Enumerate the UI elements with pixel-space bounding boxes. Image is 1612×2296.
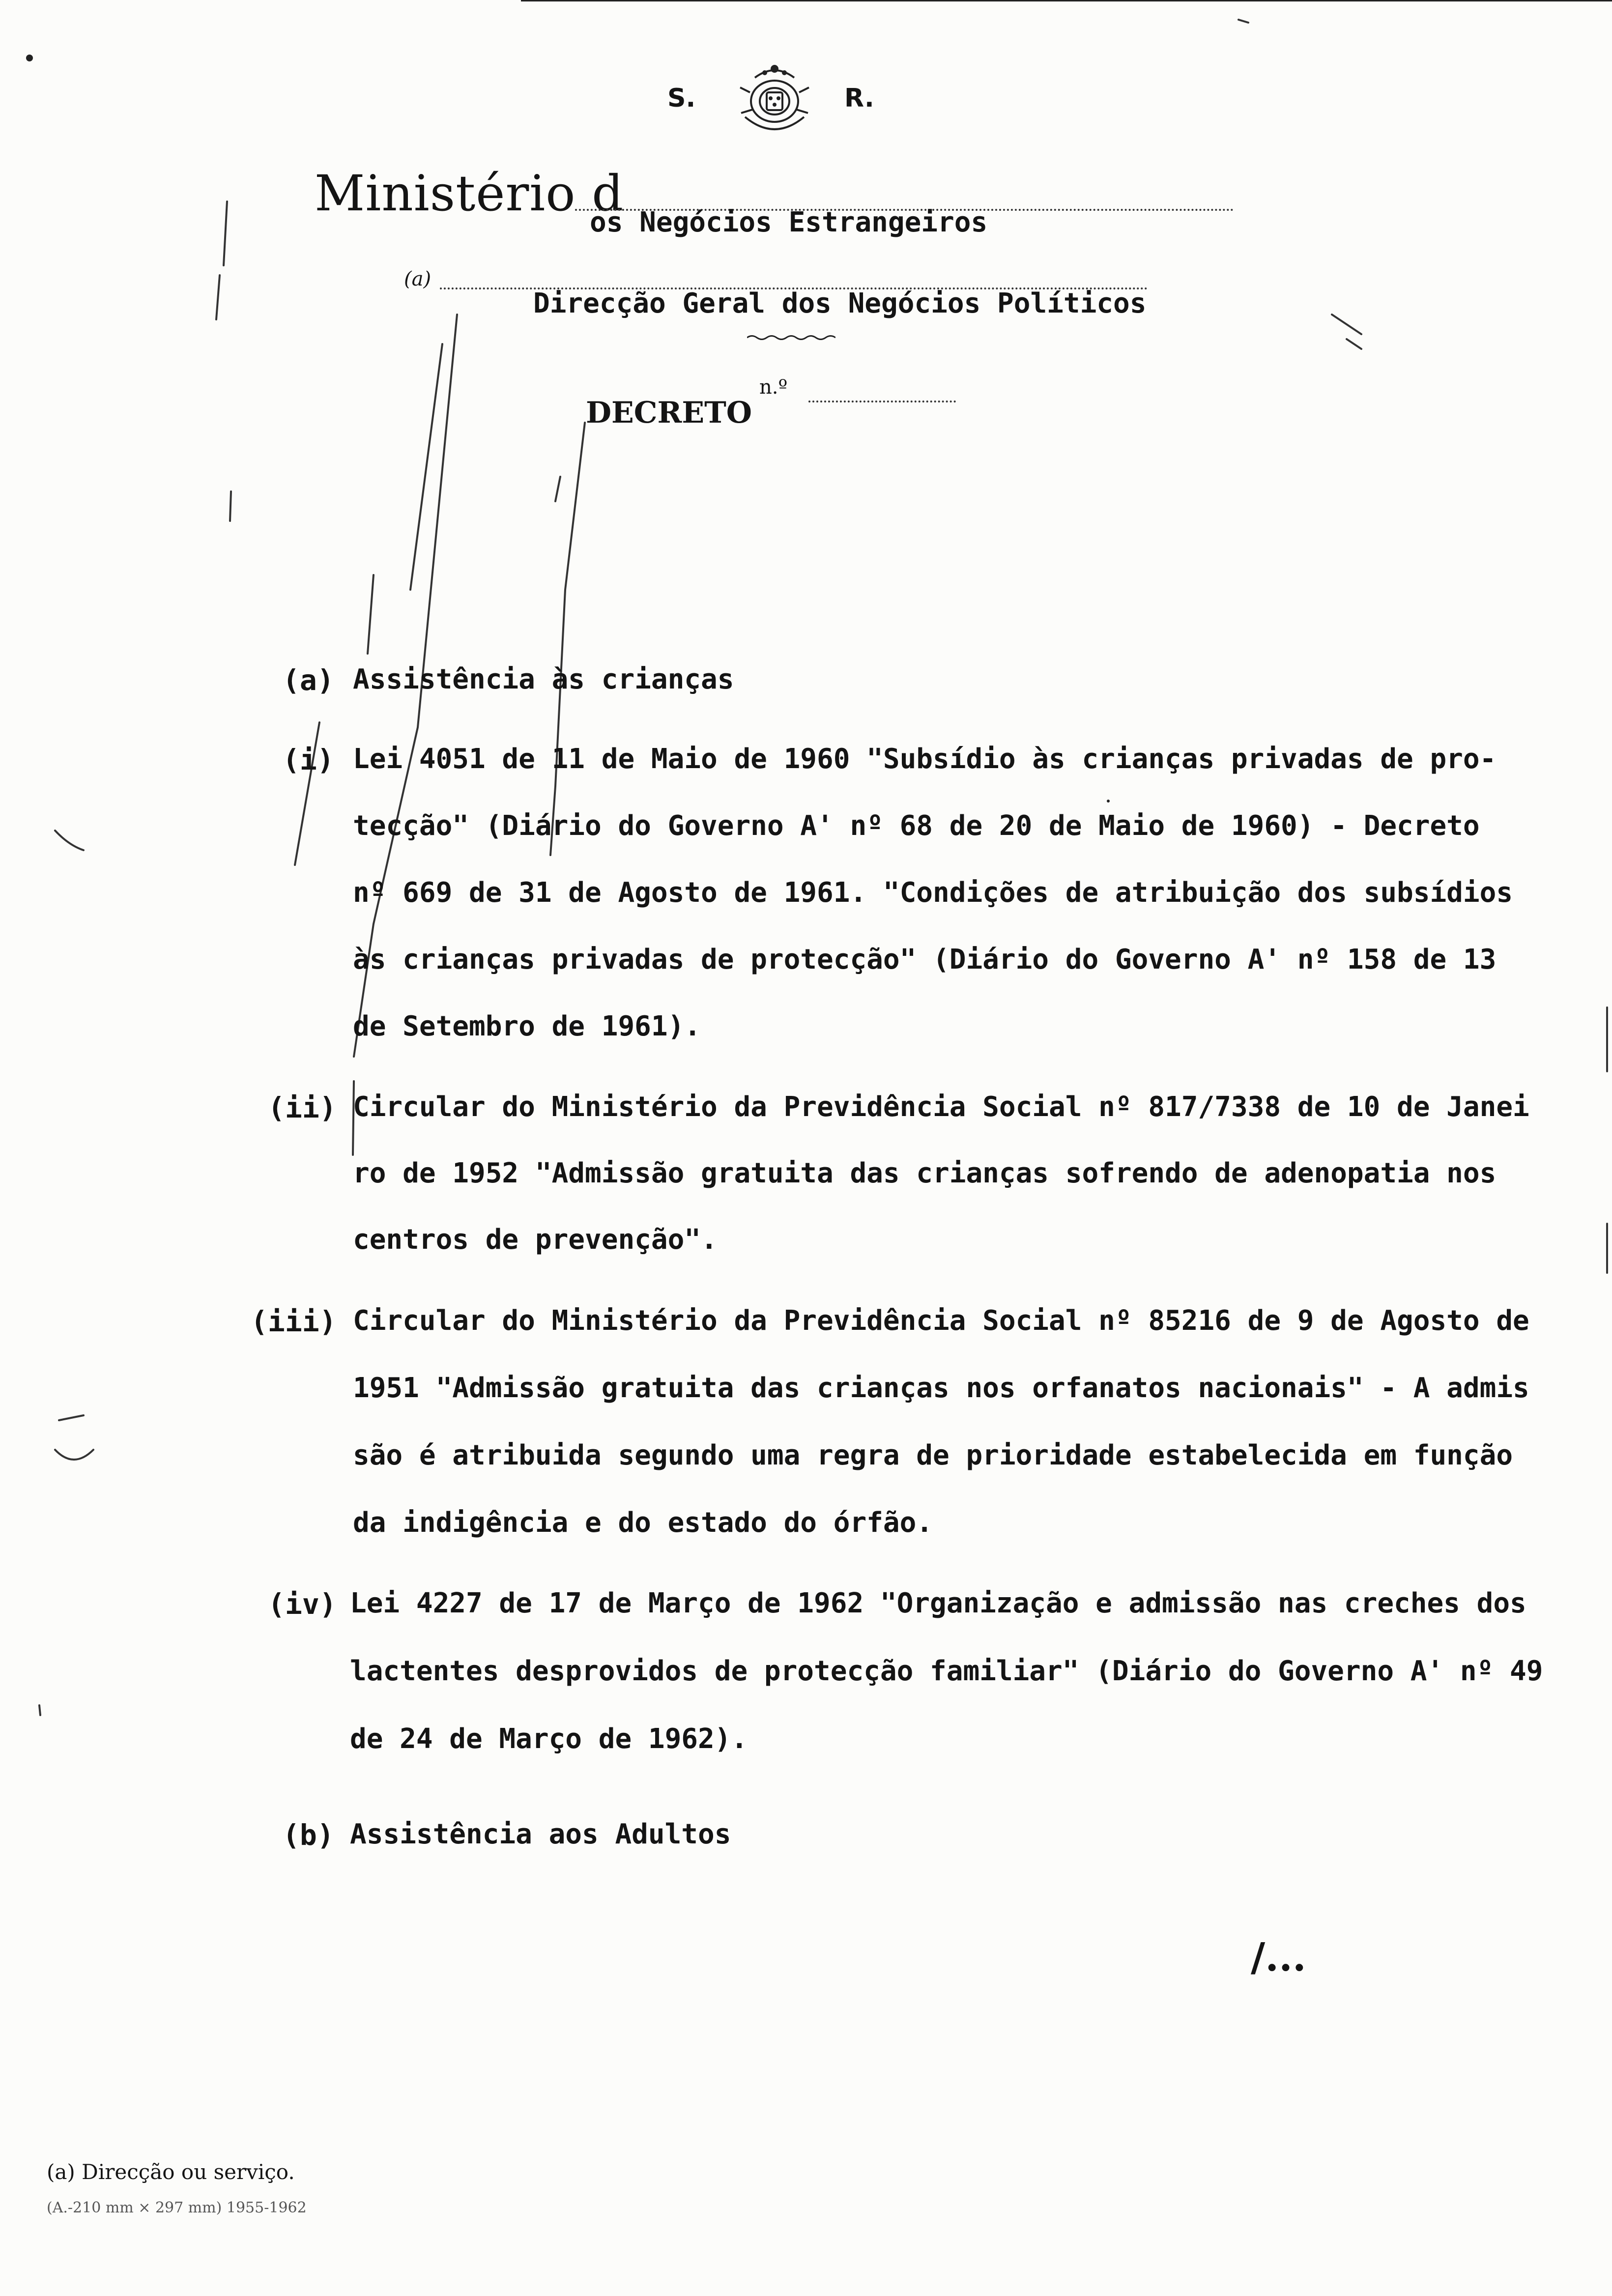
item-ii-line-1: Circular do Ministério da Previdência Social nº 817/7338 de 10 de Janei bbox=[353, 1091, 1529, 1123]
item-iv-line-3: de 24 de Março de 1962). bbox=[350, 1723, 748, 1755]
direction-name: Direcção Geral dos Negócios Políticos bbox=[533, 287, 1147, 319]
continuation-mark: /... bbox=[1251, 1934, 1306, 1980]
item-i-label: (i) bbox=[283, 743, 334, 776]
direction-footnote-mark: (a) bbox=[404, 268, 432, 290]
item-i-line-3: nº 669 de 31 de Agosto de 1961. "Condições de atribuição dos subsídios bbox=[353, 877, 1513, 909]
item-iii-line-2: 1951 "Admissão gratuita das crianças nos orfanatos nacionais" - A admis bbox=[353, 1372, 1529, 1404]
print-code: (A.-210 mm × 297 mm) 1955-1962 bbox=[47, 2199, 307, 2216]
item-iii-label: (iii) bbox=[251, 1305, 337, 1338]
ministry-prefix: Ministério d bbox=[315, 165, 624, 222]
header-r-letter: R. bbox=[844, 84, 874, 113]
item-i-line-4: às crianças privadas de protecção" (Diário do Governo A' nº 158 de 13 bbox=[353, 944, 1497, 976]
section-b-label: (b) bbox=[283, 1818, 334, 1852]
item-iv-line-1: Lei 4227 de 17 de Março de 1962 "Organização e admissão nas creches dos bbox=[350, 1587, 1526, 1619]
section-a-title: Assistência às crianças bbox=[353, 663, 734, 695]
item-ii-line-2: ro de 1952 "Admissão gratuita das crianças sofrendo de adenopatia nos bbox=[353, 1157, 1497, 1189]
item-ii-line-3: centros de prevenção". bbox=[353, 1224, 718, 1256]
item-iii-line-4: da indigência e do estado do órfão. bbox=[353, 1507, 933, 1539]
item-i-line-2: tecção" (Diário do Governo A' nº 68 de 20 de Maio de 1960) - Decreto bbox=[353, 810, 1480, 842]
footnote-direction-service: (a) Direcção ou serviço. bbox=[47, 2160, 295, 2184]
item-i-line-5: de Setembro de 1961). bbox=[353, 1010, 701, 1042]
ministry-name: os Negócios Estrangeiros bbox=[590, 206, 988, 238]
decreto-label: DECRETO bbox=[586, 396, 752, 430]
section-b-title: Assistência aos Adultos bbox=[350, 1818, 731, 1850]
item-i-line-1: Lei 4051 de 11 de Maio de 1960 "Subsídio às crianças privadas de pro- bbox=[353, 743, 1497, 775]
item-iv-label: (iv) bbox=[268, 1587, 337, 1621]
decreto-number-label: n.º bbox=[759, 376, 788, 399]
section-a-label: (a) bbox=[283, 663, 334, 697]
item-ii-label: (ii) bbox=[268, 1091, 337, 1124]
item-iii-line-1: Circular do Ministério da Previdência Social nº 85216 de 9 de Agosto de bbox=[353, 1305, 1529, 1337]
item-iii-line-3: são é atribuida segundo uma regra de prioridade estabelecida em função bbox=[353, 1439, 1513, 1471]
header-s-letter: S. bbox=[667, 84, 696, 113]
item-iv-line-2: lactentes desprovidos de protecção familiar" (Diário do Governo A' nº 49 bbox=[350, 1655, 1543, 1687]
